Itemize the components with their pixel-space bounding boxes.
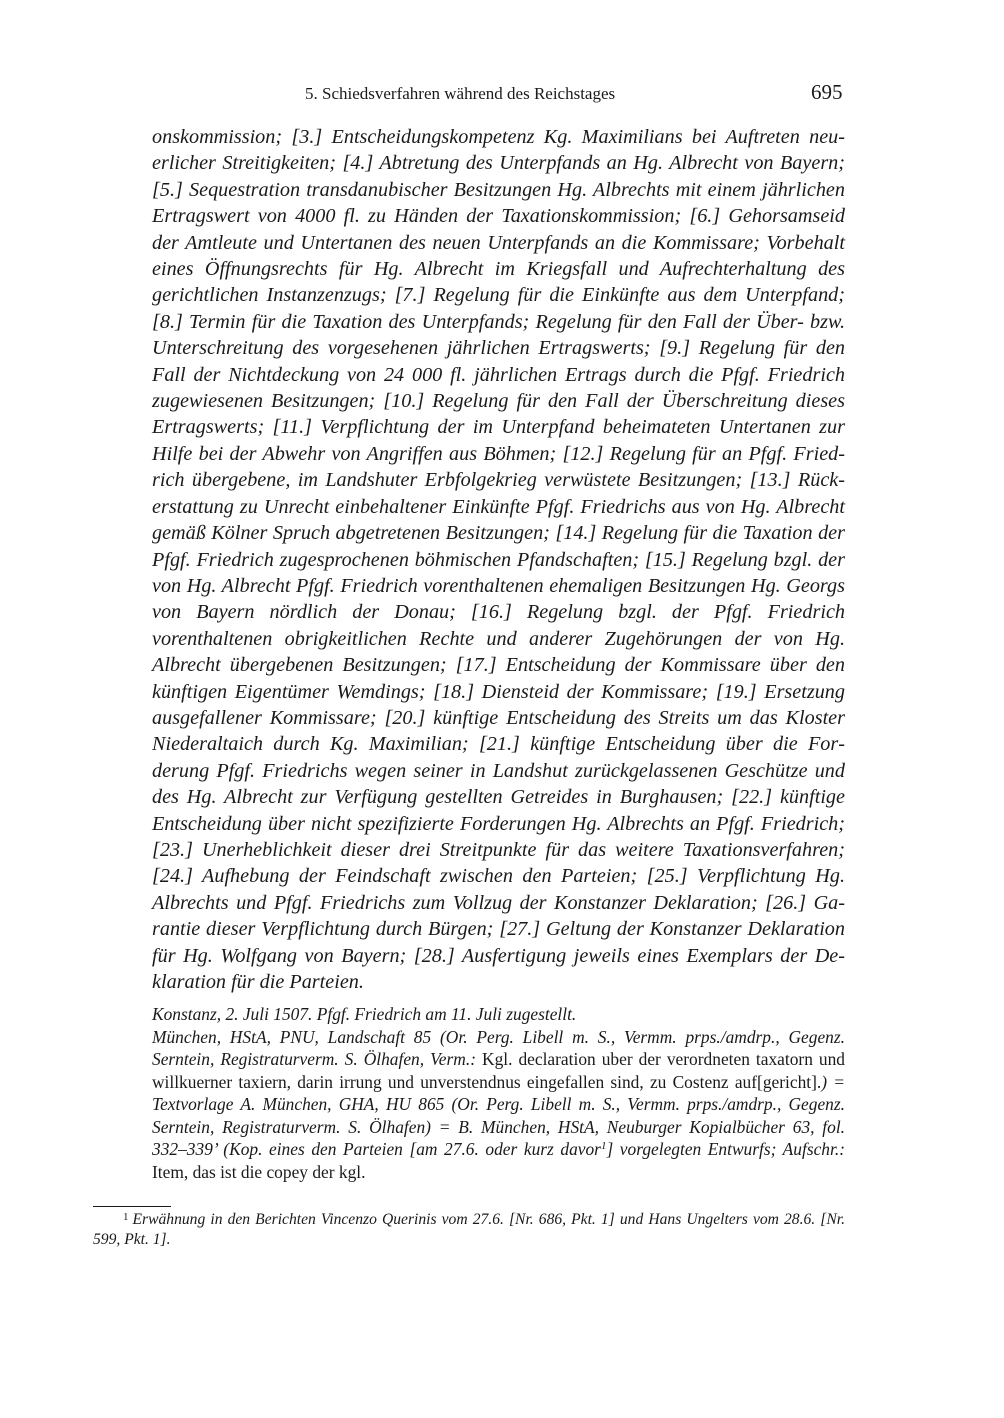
source-b-text: ) = Textvorlage A. München, GHA, HU 865 (Or. Perg. Libell m. S., Vermm. prps./amdrp., Gegenz. Serntein, Registraturverm. S. Ölhafen) = B. München, HStA, Neuburger Kopialbücher 63, fol. 332–339’ (Kop. eines den Parteien [am 27.6. oder kurz davor [152,1071,845,1160]
footnote-rule [93,1206,171,1207]
source-apparatus [152,1003,845,1183]
page-number: 695 [811,80,843,104]
source-b-text-cont: ] vorgelegten Entwurfs; Aufschr.: [606,1139,845,1160]
source-a-text: München, HStA, PNU, Landschaft 85 (Or. Perg. Libell m. S., Vermm. prps./amdrp., Gegenz. Serntein, Registraturverm. S. Ölhafen, Verm.: [152,1026,845,1070]
footnote [93,1210,845,1250]
footnote-mark: 1 [123,1211,129,1223]
footnotes [93,1210,845,1250]
page-header [0,80,1004,110]
main-text [152,124,845,1183]
dateline: Konstanz, 2. Juli 1507. Pfgf. Friedrich am 11. Juli zugestellt. [152,1004,577,1025]
footnote-reference[interactable]: 1 [600,1140,607,1153]
source-b-quote: Item, das ist die copey der kgl. [152,1161,366,1182]
source-description [152,1026,845,1184]
footnote-text: Erwähnung in den Berichten Vincenzo Querinis vom 27.6. [Nr. 686, Pkt. 1] und Hans Ungelters vom 28.6. [Nr. 599, Pkt. 1]. [93,1211,845,1248]
running-head: 5. Schiedsverfahren während des Reichstages [305,84,616,103]
regest-paragraph: onskommission; [3.] Entscheidungskompetenz Kg. Maximilians bei Auftreten neuerlicher Streitigkeiten; [4.] Abtretung des Unterpfands an Hg. Albrecht von Bayern; [5.] Sequestration transdanubischer Besitzungen Hg. Albrechts mit einem jährlichen Ertragswert von 4000 fl. zu Händen der Taxationskommission; [6.] Gehorsamseid der Amtleute und Untertanen des neuen Unterpfands an die Kommissare; Vorbehalt eines Öffnungsrechts für Hg. Albrecht im Kriegsfall und Aufrechterhaltung des gerichtlichen Instanzenzugs; [7.] Regelung für die Einkünfte aus dem Unterpfand; [8.] Termin für die Taxation des Unterpfands; Regelung für den Fall der Über- bzw. Unterschreitung des vorgesehenen jährlichen Ertragswerts; [9.] Regelung für den Fall der Nichtdeckung von 24 000 fl. jährlichen Ertrags durch die Pfgf. Friedrich zugewiesenen Besitzungen; [10.] Regelung für den Fall der Überschreitung dieses Ertragswerts; [11.] Verpflichtung der im Unterpfand beheimateten Untertanen zur Hilfe bei der Abwehr von Angriffen aus Böhmen; [12.] Regelung für an Pfgf. Friedrich übergebene, im Landshuter Erbfolgekrieg verwüstete Besitzungen; [13.] Rückerstattung zu Unrecht einbehaltener Einkünfte Pfgf. Friedrichs aus von Hg. Albrecht gemäß Kölner Spruch abgetretenen Besitzungen; [14.] Regelung für die Taxation der Pfgf. Friedrich zugesprochenen böhmischen Pfandschaften; [15.] Regelung bzgl. der von Hg. Albrecht Pfgf. Friedrich vorenthaltenen ehemaligen Besitzungen Hg. Georgs von Bayern nördlich der Donau; [16.] Regelung bzgl. der Pfgf. Friedrich vorenthaltenen obrigkeitlichen Rechte und anderer Zugehörungen der von Hg. Albrecht übergebenen Besitzungen; [17.] Entscheidung der Kommissare über den künftigen Eigentümer Wemdings; [18.] Diensteid der Kommissare; [19.] Ersetzung ausgefallener Kommissare; [20.] künftige Entscheidung des Streits um das Kloster Niederaltaich durch Kg. Maximilian; [21.] künftige Entscheidung über die Forderung Pfgf. Friedrichs wegen seiner in Landshut zurückgelassenen Geschütze und des Hg. Albrecht zur Verfügung gestellten Getreides in Burghausen; [22.] künftige Entscheidung über nicht spezifizierte Forderungen Hg. Albrechts an Pfgf. Friedrich; [23.] Unerheblichkeit dieser drei Streitpunkte für das weitere Taxationsverfahren; [24.] Aufhebung der Feindschaft zwischen den Parteien; [25.] Verpflichtung Hg. Albrechts und Pfgf. Friedrichs zum Vollzug der Konstanzer Deklaration; [26.] Garantie dieser Verpflichtung durch Bürgen; [27.] Geltung der Konstanzer Deklaration für Hg. Wolfgang von Bayern; [28.] Ausfertigung jeweils eines Exemplars der Deklaration für die Parteien. [152,126,845,993]
source-a-quote: Kgl. declaration uber der verordneten taxatorn und willkuerner taxiern, darin irrung und unverstendnus eingefallen sind, zu Costenz auf[gericht]. [152,1049,845,1092]
